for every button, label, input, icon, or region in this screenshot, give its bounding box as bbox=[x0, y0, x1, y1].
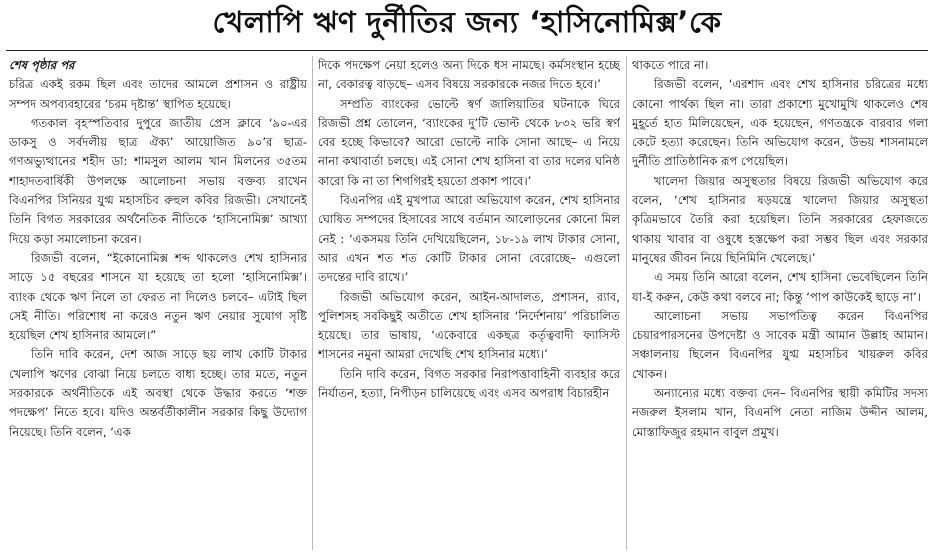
paragraph: রিজভী অভিযোগ করেন, আইন-আদালত, প্রশাসন, র‌্যাব, পুলিশসহ সবকিছুই অতীতে শেখ হাসিনার ‘নির্দেশনায়’ পরিচালিত হয়েছে। তার ভাষায়, ‘একেবারে একছত্র কর্তৃত্ববাদী ফ্যাসিস্ট শাসনের নমুনা আমরা দেখেছি শেখ হাসিনার মধ্যে।’ bbox=[318, 289, 620, 362]
article-column-3 bbox=[632, 56, 928, 550]
paragraph: গতকাল বৃহস্পতিবার দুপুরে জাতীয় প্রেস ক্লাবে ‘৯০-এর ডাকসু ও সর্বদলীয় ছাত্র ঐক্য’ আয়োজিত ৯০’র ছাত্র-গণঅভ্যুত্থানের শহীদ ডা: শামসুল আলম খান মিলনের ৩৫তম শাহাদতবার্ষিকী উপলক্ষে আলোচনা সভায় বক্তব্য রাখেন বিএনপির সিনিয়র যুগ্ম মহাসচিব রুহুল কবির রিজভী। সেখানেই তিনি বিগত সরকারের অর্থনৈতিক নীতিকে ‘হাসিনোমিক্স’ আখ্যা দিয়ে কড়া সমালোচনা করেন। bbox=[9, 115, 307, 246]
headline-rule bbox=[6, 50, 928, 51]
paragraph: অন্যান্যের মধ্যে বক্তব্য দেন– বিএনপির স্থায়ী কমিটির সদস্য নজরুল ইসলাম খান, বিএনপি নেতা নাজিম উদ্দীন আলম, মোস্তাফিজুর রহমান বাবুল প্রমুখ। bbox=[632, 386, 928, 439]
paragraph: এ সময় তিনি আরো বলেন, শেখ হাসিনা ভেবেছিলেন তিনি যা-ই করুন, কেউ কথা বলবে না; কিন্তু ‘পাপ কাউকেই ছাড়ে না’। bbox=[632, 270, 928, 304]
paragraph: সম্প্রতি ব্যাংকের ভোল্টে স্বর্ণ জালিয়াতির ঘটনাকে ঘিরে রিজভী প্রশ্ন তোলেন, ‘ব্যাংকের দু’টি ভোল্ট থেকে ৮৩২ ভরি স্বর্ণ বের হচ্ছে কিভাবে? আরো ভোল্টে নাকি সোনা আছে– এ নিয়ে নানা কথাবার্তা চলছে। এই সোনা শেখ হাসিনা বা তার দলের ঘনিষ্ঠ কারো কি না তা শিগগিরই হয়তো প্রকাশ পাবে।’ bbox=[318, 96, 620, 188]
paragraph: দিকে পদক্ষেপ নেয়া হলেও অন্য দিকে ধস নামছে। কর্মসংস্থান হচ্ছে না, বেকারত্ব বাড়ছে– এসব বিষয়ে সরকারকে নজর দিতে হবে।’ bbox=[318, 58, 620, 92]
headline: খেলাপি ঋণ দুর্নীতির জন্য ‘হাসিনোমিক্স’কে bbox=[212, 4, 722, 39]
paragraph: থাকতে পারে না। bbox=[632, 58, 709, 72]
article-column-1 bbox=[9, 56, 307, 550]
paragraph: বিএনপির এই মুখপাত্র আরো অভিযোগ করেন, শেখ হাসিনার ঘোষিত সম্পদের হিসাবের সাথে বর্তমান আলোড়নের কোনো মিল নেই : ‘একসময় তিনি দেখিয়েছিলেন, ১৮-১৯ লাখ টাকার সোনা, আর এখন শত শত কোটি টাকার সোনা বেরোচ্ছে– এগুলো তদন্তের দাবি রাখে।’ bbox=[318, 193, 620, 285]
column-divider bbox=[312, 56, 313, 550]
article-column-2 bbox=[318, 56, 620, 550]
column-divider bbox=[626, 56, 627, 550]
paragraph: তিনি দাবি করেন, বিগত সরকার নিরাপত্তাবাহিনী ব্যবহার করে নির্যাতন, হত্যা, নিপীড়ন চালিয়েছে এবং এসব অপরাধ বিচারহীন bbox=[318, 366, 620, 401]
paragraph: চরিত্র একই রকম ছিল এবং তাদের আমলে প্রশাসন ও রাষ্ট্রীয় সম্পদ অপব্যবহারের ‘চরম দৃষ্টান্ত’ স্থাপিত হয়েছে। bbox=[9, 77, 307, 111]
paragraph: আলোচনা সভায় সভাপতিত্ব করেন বিএনপির চেয়ারপারসনের উপদেষ্টা ও সাবেক মন্ত্রী আমান উল্লাহ আমান। সঞ্চালনায় ছিলেন বিএনপির যুগ্ম মহাসচিব খায়রুল কবির খোকন। bbox=[632, 308, 928, 381]
continued-label: শেষ পৃষ্ঠার পর bbox=[9, 58, 75, 72]
paragraph: তিনি দাবি করেন, দেশ আজ সাড়ে ছয় লাখ কোটি টাকার খেলাপি ঋণের বোঝা নিয়ে চলতে বাধ্য হচ্ছে। তার মতে, নতুন সরকারকে অর্থনীতিকে এই অবস্থা থেকে উদ্ধার করতে ‘শক্ত পদক্ষেপ’ নিতে হবে। যদিও অন্তর্বর্তীকালীন সরকার কিছু উদ্যোগ নিয়েছে। তিনি বলেন, ‘এক bbox=[9, 347, 307, 439]
headline-bar bbox=[0, 0, 934, 48]
paragraph: রিজভী বলেন, ‘এরশাদ এবং শেখ হাসিনার চরিত্রের মধ্যে কোনো পার্থক্য ছিল না। তারা প্রকাশ্যে মুখোমুখি থাকলেও শেষ মুহূর্তে হাত মিলিয়েছেন, এক হয়েছেন, গণতন্ত্রকে বারবার গলা কেটে হত্যা করেছেন। তিনি অভিযোগ করেন, উভয় শাসনামলে দুর্নীতি প্রাতিষ্ঠানিক রূপ পেয়েছিল। bbox=[632, 77, 928, 169]
paragraph: খালেদা জিয়ার অসুস্থতার বিষয়ে রিজভী অভিযোগ করে বলেন, ‘শেখ হাসিনার ষড়যন্ত্রে খালেদা জিয়ার অসুস্থতা কৃত্রিমভাবে তৈরি করা হয়েছিল। তিনি সরকারের হেফাজতে থাকায় খাবার বা ওষুধে হস্তক্ষেপ করা সম্ভব ছিল এবং সরকার মানুষের জীবন নিয়ে ছিনিমিনি খেলেছে।’ bbox=[632, 173, 928, 265]
paragraph: রিজভী বলেন, “ইকোনোমিক্স শব্দ থাকলেও শেখ হাসিনার সাড়ে ১৫ বছরের শাসনে যা হয়েছে তা হলো ‘হাসিনোমিক্স’। ব্যাংক থেকে ঋণ নিলে তা ফেরত না দিলেও চলবে– এটাই ছিল সেই নীতি। পরিশোধ না করেও নতুন ঋণ নেয়ার সুযোগ সৃষ্টি হয়েছিল শেখ হাসিনার আমলে।” bbox=[9, 250, 307, 343]
